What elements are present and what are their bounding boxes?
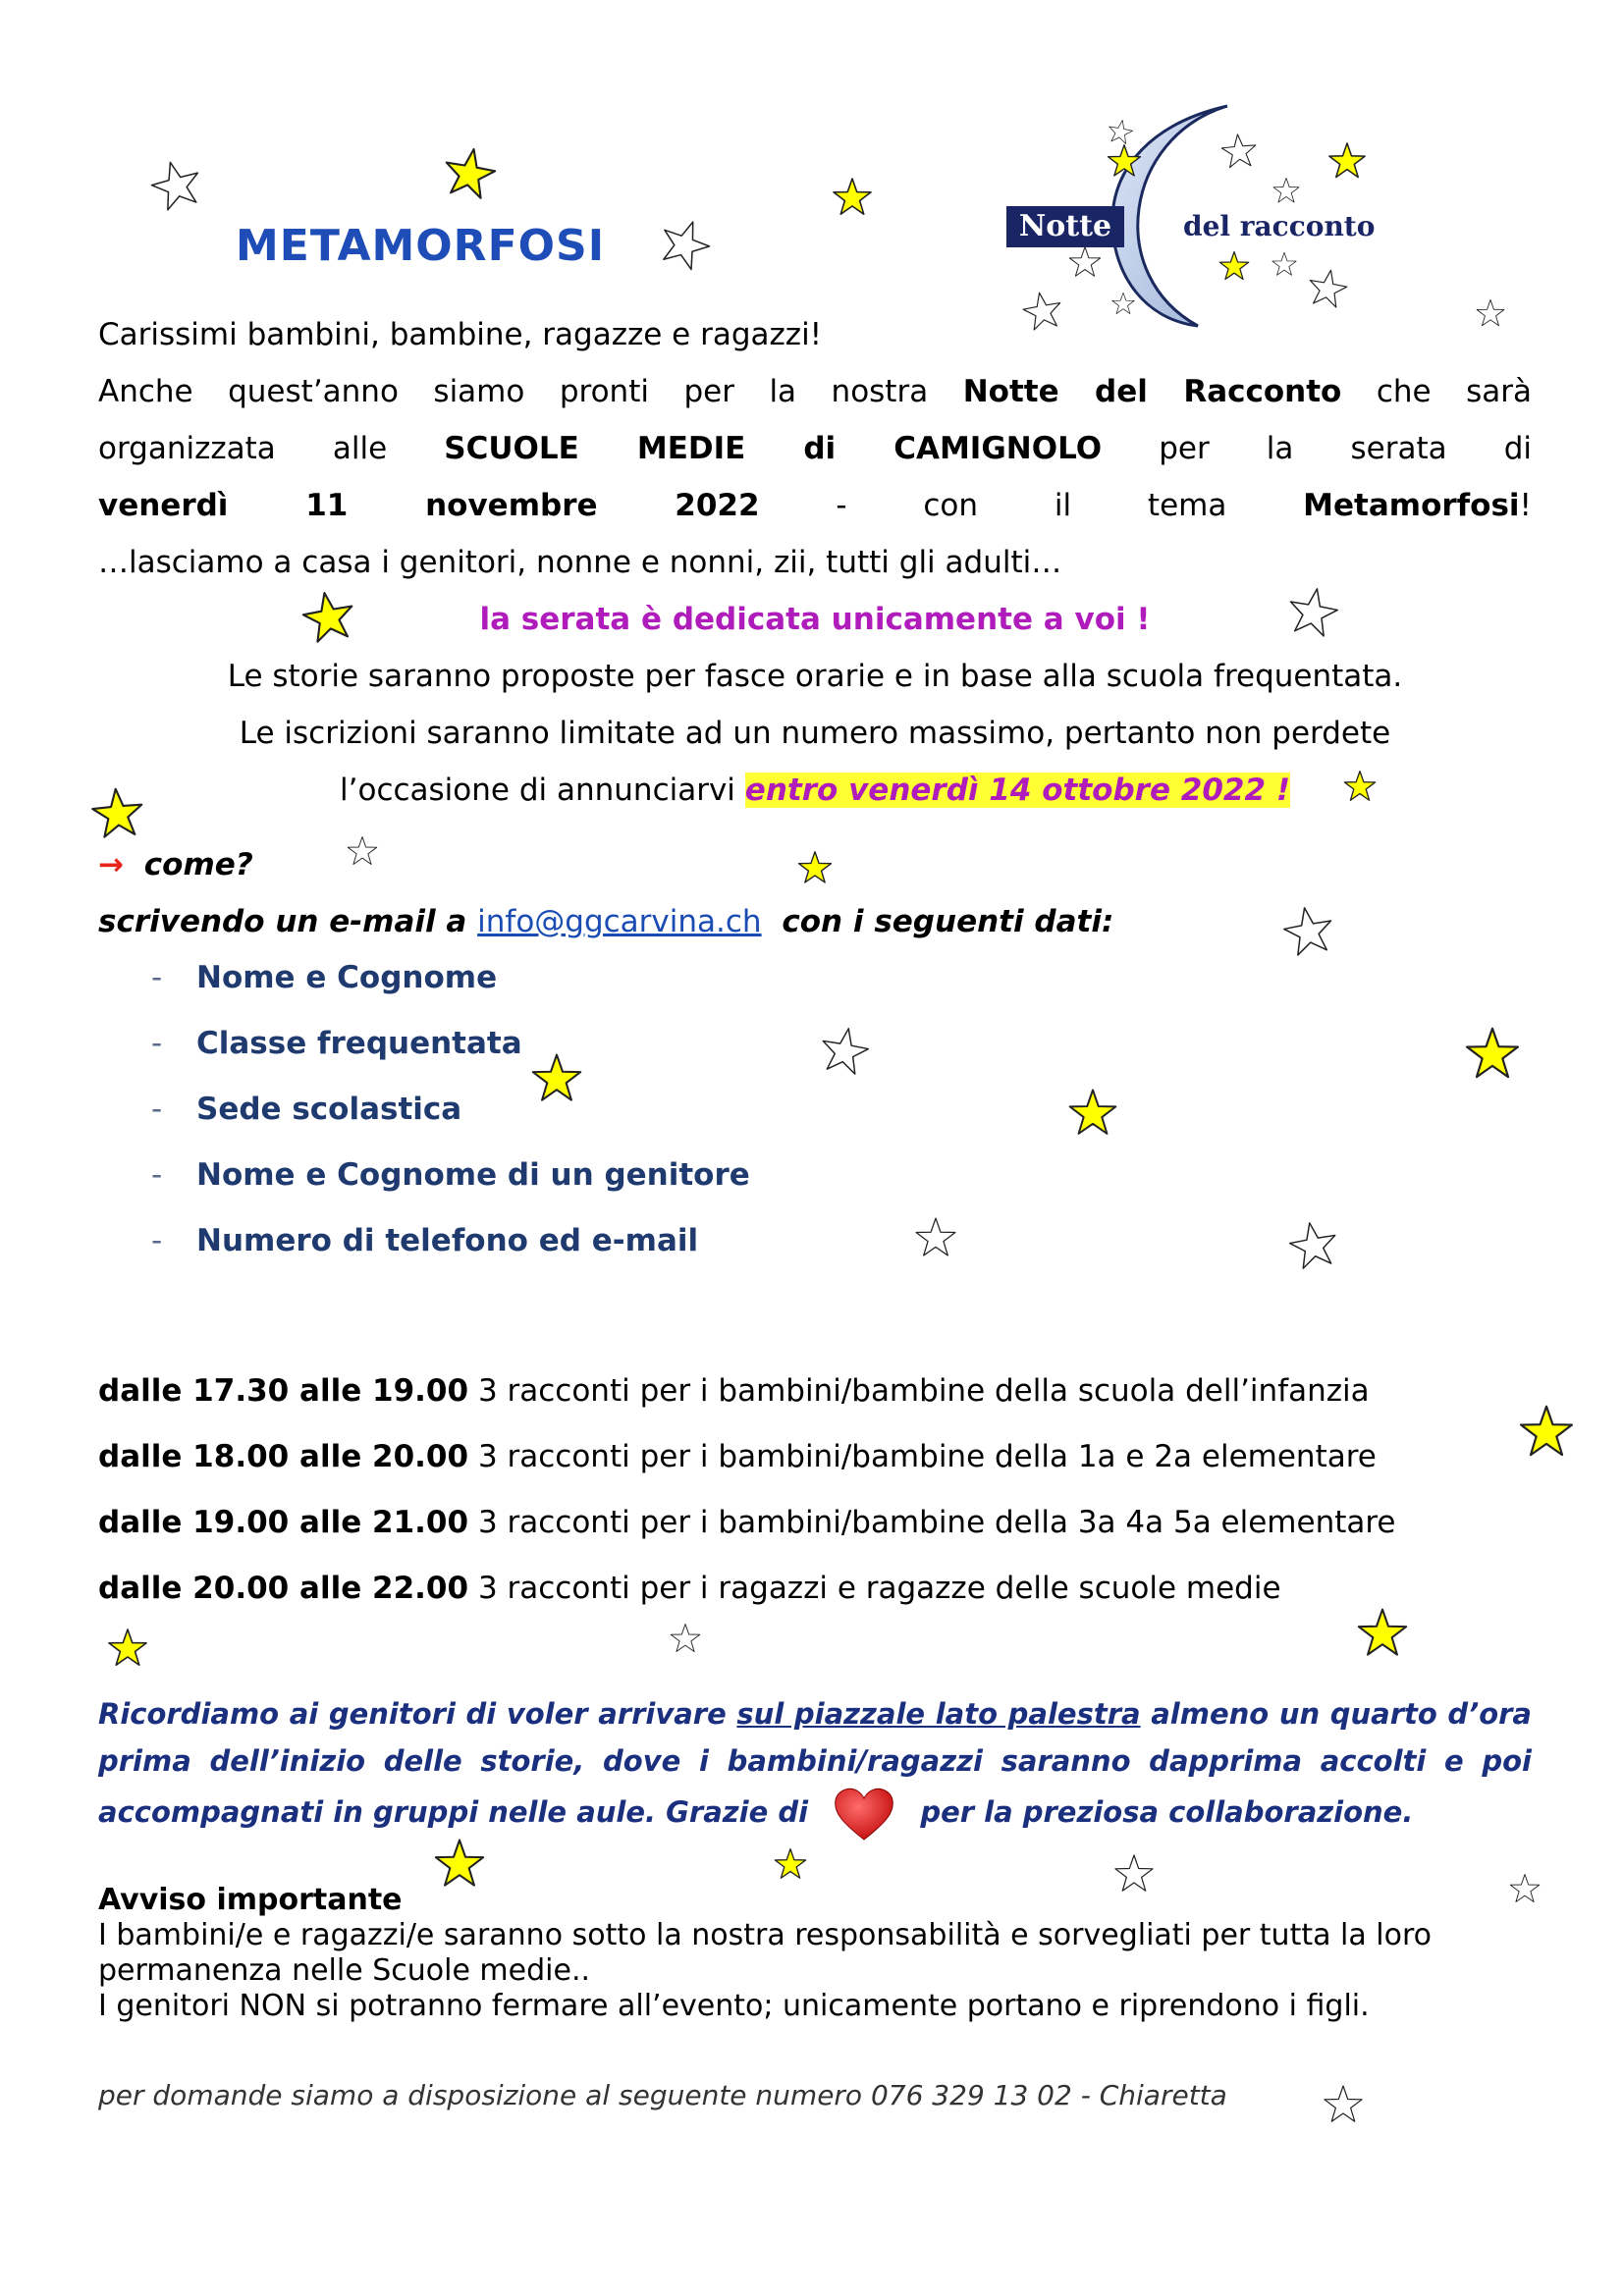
star-icon: [796, 850, 834, 887]
list-item: [151, 945, 750, 1011]
schedule-time: dalle 19.00 alle 21.00: [98, 1505, 469, 1540]
reminder-line-3: [98, 1785, 1413, 1843]
reminder-text: accompagnati in gruppi nelle aule. Grazie di: [98, 1795, 809, 1829]
star-icon: [1281, 905, 1336, 960]
required-fields-list: [151, 945, 750, 1274]
contact-footer: per domande siamo a disposizione al seguente numero 076 329 13 02 - Chiaretta: [98, 2079, 1227, 2111]
occasion-line: [98, 762, 1532, 819]
email-text: con i seguenti dati:: [782, 904, 1114, 939]
stories-line: Le storie saranno proposte per fasce orarie e in base alla scuola frequentata.: [227, 659, 1403, 694]
event-name: Notte del Racconto: [962, 374, 1342, 409]
star-icon: [149, 159, 204, 214]
dash-bullet: -: [151, 960, 163, 995]
heart-icon: [832, 1785, 896, 1843]
star-icon: [1112, 1853, 1156, 1896]
list-item-label: Sede scolastica: [196, 1092, 462, 1127]
event-date: venerdì 11 novembre 2022: [98, 488, 760, 523]
star-icon: [1517, 1404, 1576, 1463]
star-icon: [1463, 1026, 1522, 1085]
star-icon: [773, 1847, 808, 1883]
schedule-row: [98, 1362, 1370, 1419]
star-icon: [346, 835, 379, 869]
schedule-desc: 3 racconti per i bambini/bambine della 1a e 2a elementare: [477, 1439, 1377, 1474]
venue: SCUOLE MEDIE di CAMIGNOLO: [444, 431, 1103, 466]
email-text: scrivendo un e-mail a: [98, 904, 467, 939]
schedule-desc: 3 racconti per i ragazzi e ragazze delle scuole medie: [477, 1571, 1281, 1606]
list-item-label: Nome e Cognome: [196, 960, 498, 995]
star-icon: [1107, 119, 1134, 146]
schedule-row: [98, 1428, 1377, 1485]
intro-line-2: [98, 420, 1532, 477]
arrow-right-icon: →: [98, 847, 124, 882]
intro-line-3: [98, 477, 1532, 534]
notice-line: I bambini/e e ragazzi/e saranno sotto la nostra responsabilità e sorvegliati per tutta la loro: [98, 1918, 1432, 1952]
list-item-label: Numero di telefono ed e-mail: [196, 1223, 699, 1258]
dash-bullet: -: [151, 1092, 163, 1127]
star-icon: [1066, 1088, 1119, 1141]
list-item: [151, 1011, 750, 1077]
occasion-text: l’occasione di annunciarvi: [340, 773, 735, 808]
schedule-row: [98, 1560, 1281, 1617]
schedule-time: dalle 17.30 alle 19.00: [98, 1373, 469, 1409]
star-icon: [1306, 268, 1349, 311]
deadline-highlight: entro venerdì 14 ottobre 2022 !: [744, 773, 1290, 808]
dash-bullet: -: [151, 1026, 163, 1061]
star-icon: [669, 1623, 702, 1656]
schedule-time: dalle 18.00 alle 20.00: [98, 1439, 469, 1474]
how-heading: [98, 836, 253, 893]
dash-bullet: -: [151, 1223, 163, 1258]
intro-text: che sarà: [1376, 374, 1533, 409]
notice-line: permanenza nelle Scuole medie..: [98, 1953, 591, 1988]
email-link[interactable]: info@ggcarvina.ch: [477, 904, 762, 939]
intro-text: - con il tema: [836, 488, 1227, 523]
logo-label-notte: Notte: [1006, 206, 1124, 247]
intro-line-1: [98, 363, 1532, 420]
star-icon: [818, 1026, 871, 1079]
limit-line: Le iscrizioni saranno limitate ad un numero massimo, pertanto non perdete: [239, 716, 1391, 751]
star-icon: [913, 1216, 958, 1261]
dash-bullet: -: [151, 1157, 163, 1193]
star-icon: [106, 1628, 149, 1671]
page-title: METAMORFOSI: [236, 221, 606, 271]
list-item: [151, 1077, 750, 1143]
star-icon: [1217, 250, 1251, 284]
star-icon: [1271, 251, 1298, 279]
star-icon: [441, 146, 498, 203]
schedule-desc: 3 racconti per i bambini/bambine della scuola dell’infanzia: [477, 1373, 1370, 1409]
star-icon: [432, 1838, 487, 1893]
intro-text: !: [1519, 488, 1532, 523]
star-icon: [1287, 1220, 1340, 1273]
star-icon: [1326, 141, 1368, 183]
star-icon: [831, 177, 874, 220]
intro-text: organizzata alle: [98, 431, 388, 466]
list-item: [151, 1143, 750, 1208]
star-icon: [1475, 298, 1506, 330]
reminder-text: per la preziosa collaborazione.: [920, 1795, 1414, 1829]
email-instruction: [98, 893, 1113, 950]
star-icon: [1110, 292, 1136, 317]
star-icon: [1106, 143, 1143, 181]
schedule-row: [98, 1494, 1396, 1551]
schedule-time: dalle 20.00 alle 22.00: [98, 1571, 469, 1606]
star-icon: [1322, 2084, 1365, 2127]
dedicated-line: la serata è dedicata unicamente a voi !: [479, 602, 1151, 637]
meeting-place: sul piazzale lato palestra: [736, 1697, 1141, 1731]
notice-line: I genitori NON si potranno fermare all’evento; unicamente portano e riprendono i figli.: [98, 1989, 1370, 2023]
star-icon: [1067, 245, 1103, 281]
star-icon: [657, 218, 712, 273]
star-icon: [529, 1052, 584, 1107]
star-icon: [89, 786, 146, 843]
star-icon: [1342, 770, 1378, 805]
list-item: [151, 1208, 750, 1274]
reminder-text: almeno un quarto d’ora: [1151, 1697, 1533, 1731]
reminder-line-2: prima dell’inizio delle storie, dove i bambini/ragazzi saranno dapprima accolti e poi: [98, 1744, 1532, 1778]
intro-text: Anche quest’anno siamo pronti per la nostra: [98, 374, 929, 409]
star-icon: [1219, 133, 1259, 172]
star-icon: [1355, 1607, 1410, 1662]
list-item-label: Nome e Cognome di un genitore: [196, 1157, 750, 1193]
notice-heading: Avviso importante: [98, 1883, 403, 1917]
star-icon: [1021, 291, 1064, 334]
schedule-desc: 3 racconti per i bambini/bambine della 3a 4a 5a elementare: [477, 1505, 1396, 1540]
star-icon: [1508, 1873, 1542, 1906]
logo-label-del-racconto: del racconto: [1183, 210, 1376, 242]
reminder-line-1: [98, 1690, 1532, 1737]
how-label: come?: [143, 847, 253, 882]
intro-line-4: …lasciamo a casa i genitori, nonne e nonni, zii, tutti gli adulti…: [98, 545, 1062, 580]
list-item-label: Classe frequentata: [196, 1026, 522, 1061]
star-icon: [1271, 177, 1301, 206]
greeting: Carissimi bambini, bambine, ragazze e ragazzi!: [98, 317, 823, 352]
event-theme: Metamorfosi: [1303, 488, 1520, 523]
intro-text: per la serata di: [1159, 431, 1533, 466]
star-icon: [300, 590, 357, 647]
reminder-text: Ricordiamo ai genitori di voler arrivare: [98, 1697, 727, 1731]
star-icon: [1285, 586, 1340, 641]
